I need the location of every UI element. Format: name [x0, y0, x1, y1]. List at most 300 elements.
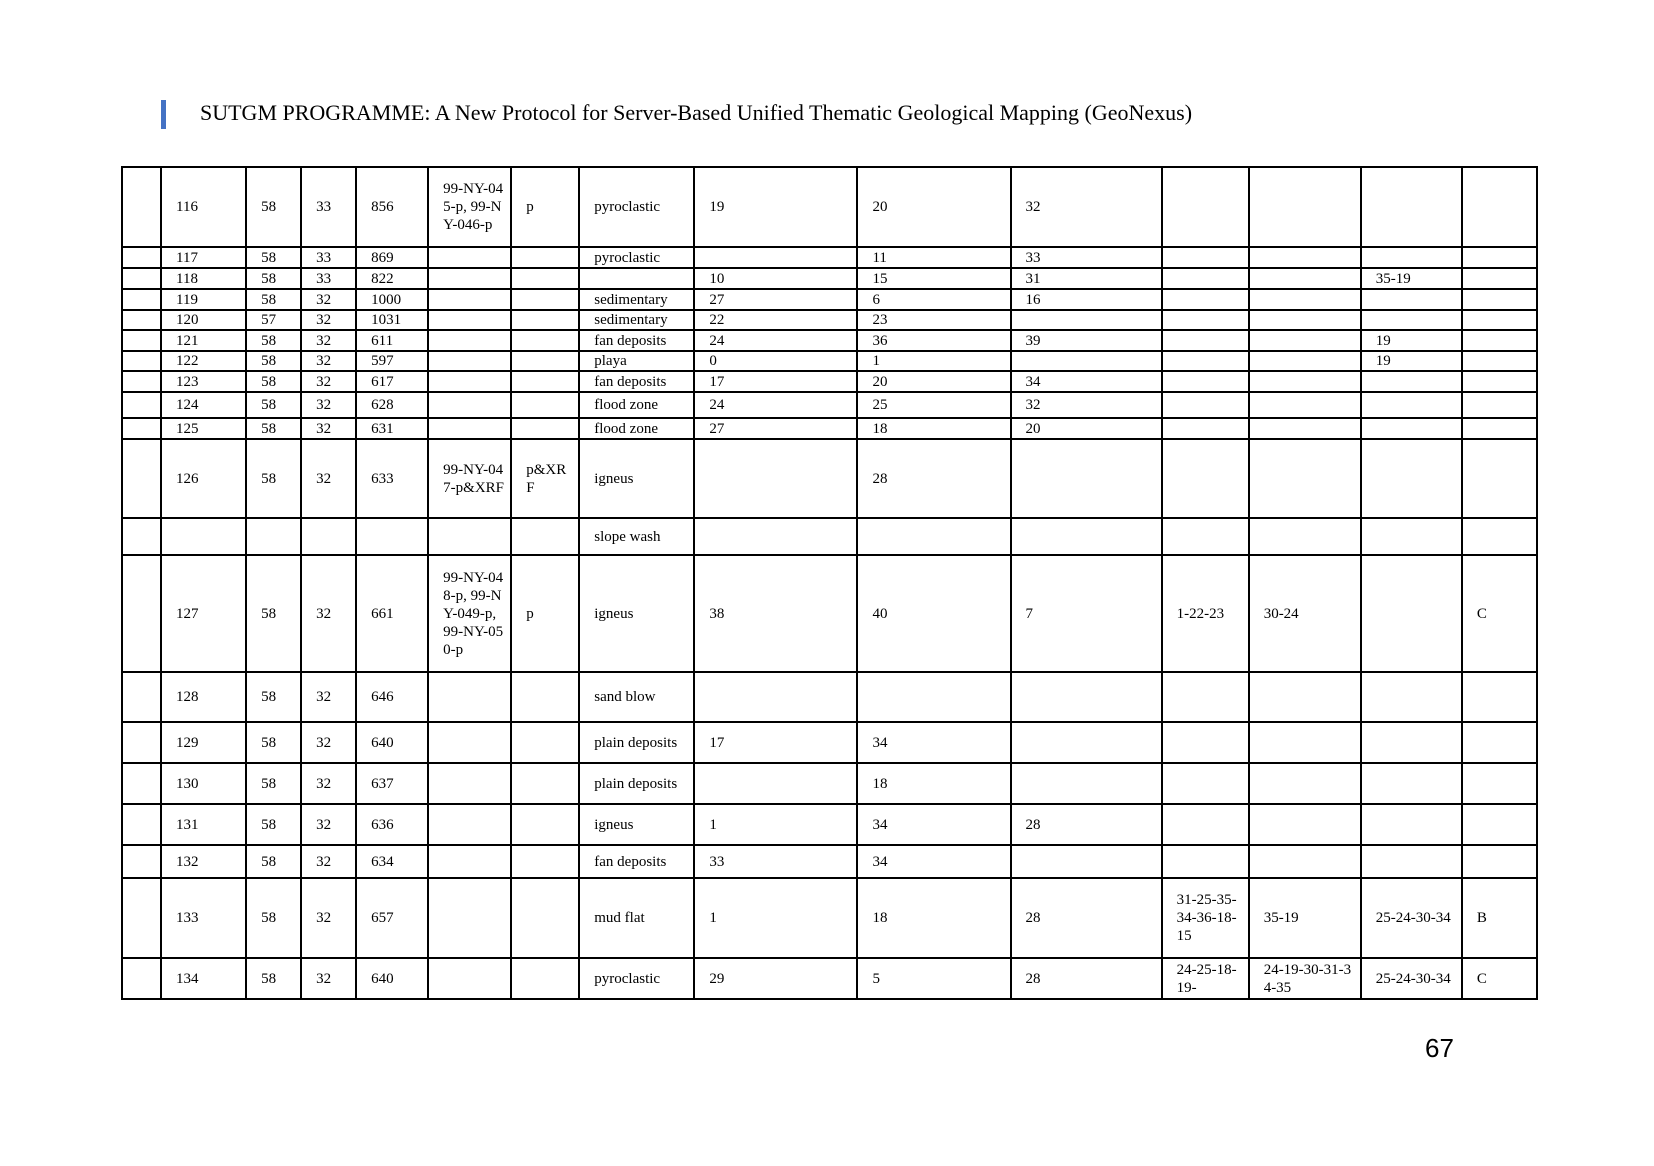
table-cell — [428, 518, 511, 555]
table-cell: 58 — [246, 418, 301, 439]
table-cell: 611 — [356, 330, 428, 351]
table-cell — [122, 392, 161, 418]
table-cell — [122, 958, 161, 999]
table-cell — [1462, 418, 1537, 439]
table-cell — [1462, 247, 1537, 268]
table-cell: 20 — [1011, 418, 1162, 439]
table-cell: fan deposits — [579, 845, 694, 878]
table-cell — [511, 351, 579, 371]
table-cell — [694, 439, 857, 518]
table-cell: 32 — [301, 439, 356, 518]
table-cell — [161, 518, 246, 555]
table-cell: 869 — [356, 247, 428, 268]
table-cell: 58 — [246, 289, 301, 310]
table-cell: igneus — [579, 555, 694, 672]
table-cell — [1361, 247, 1462, 268]
table-cell — [1249, 804, 1361, 845]
table-cell: 32 — [1011, 167, 1162, 247]
table-cell: 32 — [301, 763, 356, 804]
table-cell — [1011, 845, 1162, 878]
table-cell — [1462, 672, 1537, 722]
table-cell: 28 — [1011, 878, 1162, 958]
table-cell — [1011, 351, 1162, 371]
table-row — [122, 418, 1537, 439]
table-cell: 18 — [857, 418, 1010, 439]
table-cell — [1162, 351, 1249, 371]
table-cell — [1462, 351, 1537, 371]
table-cell: p — [511, 555, 579, 672]
table-cell: pyroclastic — [579, 958, 694, 999]
table-cell — [246, 518, 301, 555]
table-cell: flood zone — [579, 418, 694, 439]
table-cell: pyroclastic — [579, 247, 694, 268]
table-cell — [1462, 804, 1537, 845]
table-cell: 17 — [694, 722, 857, 763]
table-cell: mud flat — [579, 878, 694, 958]
table-cell — [1162, 392, 1249, 418]
table-cell: 29 — [694, 958, 857, 999]
table-cell — [428, 763, 511, 804]
table-cell: 128 — [161, 672, 246, 722]
table-cell — [511, 878, 579, 958]
table-cell: 58 — [246, 371, 301, 392]
table-cell: 33 — [694, 845, 857, 878]
table-cell — [511, 330, 579, 351]
table-cell — [301, 518, 356, 555]
table-cell: 58 — [246, 958, 301, 999]
table-cell: 58 — [246, 247, 301, 268]
table-cell — [1011, 439, 1162, 518]
table-cell — [1462, 289, 1537, 310]
table-cell: 1031 — [356, 310, 428, 330]
table-cell: 6 — [857, 289, 1010, 310]
table-cell — [122, 289, 161, 310]
table-cell: 118 — [161, 268, 246, 289]
table-cell: slope wash — [579, 518, 694, 555]
page-header-title: SUTGM PROGRAMME: A New Protocol for Server-Based Unified Thematic Geological Mapping (GeoNexus) — [200, 100, 1193, 125]
table-cell — [428, 268, 511, 289]
table-cell: 1000 — [356, 289, 428, 310]
table-cell: 58 — [246, 167, 301, 247]
table-cell: playa — [579, 351, 694, 371]
table-cell: 124 — [161, 392, 246, 418]
table-row — [122, 878, 1537, 958]
table-cell — [1249, 371, 1361, 392]
table-cell — [1162, 672, 1249, 722]
table-cell — [122, 310, 161, 330]
table-cell — [1011, 310, 1162, 330]
table-cell: 10 — [694, 268, 857, 289]
table-cell — [694, 247, 857, 268]
table-cell — [1249, 518, 1361, 555]
table-cell: 822 — [356, 268, 428, 289]
table-cell: 28 — [1011, 958, 1162, 999]
table-cell — [1011, 518, 1162, 555]
table-cell: p — [511, 167, 579, 247]
table-cell — [1462, 722, 1537, 763]
table-cell: 33 — [301, 167, 356, 247]
table-cell: 640 — [356, 722, 428, 763]
table-cell: 25-24-30-34 — [1361, 958, 1462, 999]
table-cell: 58 — [246, 330, 301, 351]
table-cell — [1361, 845, 1462, 878]
table-cell — [1162, 167, 1249, 247]
table-cell: 646 — [356, 672, 428, 722]
table-cell — [122, 672, 161, 722]
table-cell: 32 — [301, 289, 356, 310]
table-cell — [1462, 268, 1537, 289]
table-cell: pyroclastic — [579, 167, 694, 247]
table-row — [122, 247, 1537, 268]
table-cell: 1 — [694, 878, 857, 958]
table-cell — [1249, 763, 1361, 804]
table-row — [122, 722, 1537, 763]
table-cell: 7 — [1011, 555, 1162, 672]
table-row — [122, 672, 1537, 722]
table-cell: 134 — [161, 958, 246, 999]
table-cell — [1162, 268, 1249, 289]
table-cell: 34 — [857, 845, 1010, 878]
table-cell — [1249, 351, 1361, 371]
table-cell: 58 — [246, 555, 301, 672]
table-cell — [1162, 247, 1249, 268]
table-cell — [428, 289, 511, 310]
table-cell — [1361, 418, 1462, 439]
table-cell: 58 — [246, 763, 301, 804]
table-cell — [428, 371, 511, 392]
table-cell: 32 — [1011, 392, 1162, 418]
table-cell: C — [1462, 555, 1537, 672]
table-cell: 34 — [1011, 371, 1162, 392]
table-row — [122, 845, 1537, 878]
table-cell: 856 — [356, 167, 428, 247]
table-cell: 19 — [1361, 351, 1462, 371]
table-cell — [122, 763, 161, 804]
table-cell: B — [1462, 878, 1537, 958]
table-cell: 58 — [246, 351, 301, 371]
table-cell: 1 — [694, 804, 857, 845]
table-cell: 32 — [301, 330, 356, 351]
table-cell: 133 — [161, 878, 246, 958]
table-cell — [1361, 763, 1462, 804]
table-cell — [1249, 418, 1361, 439]
table-cell — [122, 247, 161, 268]
table-cell — [1361, 167, 1462, 247]
table-cell: 19 — [1361, 330, 1462, 351]
table-cell: C — [1462, 958, 1537, 999]
table-cell: 32 — [301, 878, 356, 958]
table-cell: flood zone — [579, 392, 694, 418]
table-cell — [122, 418, 161, 439]
table-cell — [428, 330, 511, 351]
table-cell — [511, 518, 579, 555]
table-cell — [1162, 845, 1249, 878]
table-cell: plain deposits — [579, 763, 694, 804]
table-cell: 32 — [301, 310, 356, 330]
table-cell — [122, 439, 161, 518]
table-cell — [122, 371, 161, 392]
table-cell: 57 — [246, 310, 301, 330]
table-cell — [1162, 722, 1249, 763]
table-cell — [579, 268, 694, 289]
table-row — [122, 392, 1537, 418]
table-cell — [511, 958, 579, 999]
table-cell: 119 — [161, 289, 246, 310]
table-cell: 58 — [246, 878, 301, 958]
table-cell: 121 — [161, 330, 246, 351]
table-cell — [122, 268, 161, 289]
table-cell — [122, 804, 161, 845]
table-cell — [1462, 330, 1537, 351]
table-cell: 58 — [246, 722, 301, 763]
table-cell: 16 — [1011, 289, 1162, 310]
table-cell: 1-22-23 — [1162, 555, 1249, 672]
table-cell: 631 — [356, 418, 428, 439]
table-cell — [428, 878, 511, 958]
table-cell: 32 — [301, 804, 356, 845]
table-row — [122, 555, 1537, 672]
table-cell: 127 — [161, 555, 246, 672]
table-cell: 32 — [301, 845, 356, 878]
table-cell — [1361, 439, 1462, 518]
table-cell — [1361, 555, 1462, 672]
table-cell — [511, 310, 579, 330]
table-cell — [122, 878, 161, 958]
table-cell — [1462, 310, 1537, 330]
table-cell: fan deposits — [579, 371, 694, 392]
table-cell — [1462, 845, 1537, 878]
table-cell: 20 — [857, 371, 1010, 392]
table-cell — [1162, 439, 1249, 518]
table-cell — [428, 672, 511, 722]
table-cell: 125 — [161, 418, 246, 439]
table-cell — [356, 518, 428, 555]
table-row — [122, 289, 1537, 310]
table-cell: 131 — [161, 804, 246, 845]
table-cell — [694, 518, 857, 555]
table-cell — [428, 247, 511, 268]
table-cell — [1011, 672, 1162, 722]
table-body — [122, 167, 1537, 999]
table-cell — [1249, 247, 1361, 268]
table-cell — [122, 330, 161, 351]
table-cell — [122, 167, 161, 247]
table-cell — [122, 351, 161, 371]
table-cell: 24 — [694, 330, 857, 351]
table-cell: 15 — [857, 268, 1010, 289]
table-cell: 58 — [246, 392, 301, 418]
table-cell — [1462, 392, 1537, 418]
table-cell: 32 — [301, 958, 356, 999]
table-cell — [1249, 672, 1361, 722]
table-cell — [1462, 371, 1537, 392]
table-cell: 34 — [857, 722, 1010, 763]
table-cell — [1249, 167, 1361, 247]
table-cell — [1162, 371, 1249, 392]
table-cell: 25 — [857, 392, 1010, 418]
table-cell: 33 — [1011, 247, 1162, 268]
table-row — [122, 958, 1537, 999]
table-cell: 32 — [301, 672, 356, 722]
table-cell — [1249, 845, 1361, 878]
table-cell — [1361, 804, 1462, 845]
table-cell — [1462, 167, 1537, 247]
table-cell: 637 — [356, 763, 428, 804]
table-row — [122, 167, 1537, 247]
table-cell: 23 — [857, 310, 1010, 330]
table-cell: 27 — [694, 418, 857, 439]
table-cell — [694, 672, 857, 722]
table-cell: 25-24-30-34 — [1361, 878, 1462, 958]
table-cell: 31-25-35-34-36-18-15 — [1162, 878, 1249, 958]
table-cell: 17 — [694, 371, 857, 392]
table-cell: igneus — [579, 804, 694, 845]
table-cell — [857, 518, 1010, 555]
table-cell: sand blow — [579, 672, 694, 722]
table-cell — [1249, 330, 1361, 351]
table-row — [122, 371, 1537, 392]
table-cell — [428, 351, 511, 371]
table-cell — [857, 672, 1010, 722]
table-cell: 636 — [356, 804, 428, 845]
table-row — [122, 351, 1537, 371]
table-cell: 640 — [356, 958, 428, 999]
table-cell: 628 — [356, 392, 428, 418]
table-cell: 634 — [356, 845, 428, 878]
table-cell — [428, 845, 511, 878]
table-cell — [511, 247, 579, 268]
table-cell: 32 — [301, 392, 356, 418]
table-cell — [511, 804, 579, 845]
table-cell — [511, 763, 579, 804]
table-cell: 35-19 — [1249, 878, 1361, 958]
table-cell — [122, 722, 161, 763]
table-cell: 30-24 — [1249, 555, 1361, 672]
table-cell — [1361, 722, 1462, 763]
table-cell — [511, 845, 579, 878]
table-cell: sedimentary — [579, 310, 694, 330]
table-cell: 22 — [694, 310, 857, 330]
table-cell — [1249, 722, 1361, 763]
table-cell — [1361, 310, 1462, 330]
table-cell: 27 — [694, 289, 857, 310]
table-cell — [511, 672, 579, 722]
table-cell: 19 — [694, 167, 857, 247]
table-cell — [1011, 763, 1162, 804]
table-cell: 123 — [161, 371, 246, 392]
table-cell — [122, 555, 161, 672]
table-cell — [1361, 518, 1462, 555]
table-cell: 31 — [1011, 268, 1162, 289]
table-cell — [694, 763, 857, 804]
table-cell: 657 — [356, 878, 428, 958]
table-cell — [1162, 763, 1249, 804]
table-row — [122, 518, 1537, 555]
table-cell: 38 — [694, 555, 857, 672]
table-cell: igneus — [579, 439, 694, 518]
table-cell — [122, 845, 161, 878]
table-cell: 35-19 — [1361, 268, 1462, 289]
table-cell: 28 — [857, 439, 1010, 518]
table-cell — [428, 804, 511, 845]
table-cell: fan deposits — [579, 330, 694, 351]
data-table — [121, 166, 1538, 1000]
table-cell: 0 — [694, 351, 857, 371]
table-cell: 28 — [1011, 804, 1162, 845]
table-cell: p&XRF — [511, 439, 579, 518]
table-cell: 597 — [356, 351, 428, 371]
table-cell — [1249, 439, 1361, 518]
table-cell — [1162, 804, 1249, 845]
table-cell: 132 — [161, 845, 246, 878]
table-cell: 58 — [246, 672, 301, 722]
table-cell: 34 — [857, 804, 1010, 845]
table-cell — [1462, 439, 1537, 518]
table-cell: 18 — [857, 763, 1010, 804]
table-cell: 5 — [857, 958, 1010, 999]
table-cell — [1462, 518, 1537, 555]
table-row — [122, 763, 1537, 804]
table-cell: 58 — [246, 268, 301, 289]
table-cell: 58 — [246, 439, 301, 518]
table-cell — [428, 722, 511, 763]
table-cell — [1249, 289, 1361, 310]
table-row — [122, 330, 1537, 351]
table-cell — [1011, 722, 1162, 763]
table-cell: plain deposits — [579, 722, 694, 763]
table-cell: 11 — [857, 247, 1010, 268]
table-cell: 24 — [694, 392, 857, 418]
table-cell — [1462, 763, 1537, 804]
table-cell — [1162, 310, 1249, 330]
table-cell — [1249, 268, 1361, 289]
table-cell: 18 — [857, 878, 1010, 958]
table-cell — [511, 392, 579, 418]
table-cell — [511, 268, 579, 289]
table-cell: 99-NY-045-p, 99-NY-046-p — [428, 167, 511, 247]
page-number: 67 — [1425, 1033, 1454, 1063]
table-cell — [1162, 330, 1249, 351]
table-cell: 33 — [301, 268, 356, 289]
table-cell: 58 — [246, 804, 301, 845]
table-cell: 116 — [161, 167, 246, 247]
table-cell: 39 — [1011, 330, 1162, 351]
table-cell — [1361, 392, 1462, 418]
table-cell: 120 — [161, 310, 246, 330]
table-cell: 32 — [301, 418, 356, 439]
table-cell: 58 — [246, 845, 301, 878]
table-cell: 117 — [161, 247, 246, 268]
table-cell — [1162, 289, 1249, 310]
table-cell — [1162, 418, 1249, 439]
table-cell: 24-19-30-31-34-35 — [1249, 958, 1361, 999]
table-cell: 126 — [161, 439, 246, 518]
table-cell: sedimentary — [579, 289, 694, 310]
table-cell: 633 — [356, 439, 428, 518]
table-cell — [1249, 392, 1361, 418]
table-cell: 32 — [301, 351, 356, 371]
table-cell: 32 — [301, 555, 356, 672]
table-cell: 33 — [301, 247, 356, 268]
table-cell: 32 — [301, 371, 356, 392]
table-cell — [428, 958, 511, 999]
table-cell — [428, 310, 511, 330]
table-cell: 99-NY-048-p, 99-NY-049-p, 99-NY-050-p — [428, 555, 511, 672]
table-cell — [1361, 672, 1462, 722]
table-cell: 1 — [857, 351, 1010, 371]
table-cell — [511, 418, 579, 439]
table-cell — [1361, 371, 1462, 392]
